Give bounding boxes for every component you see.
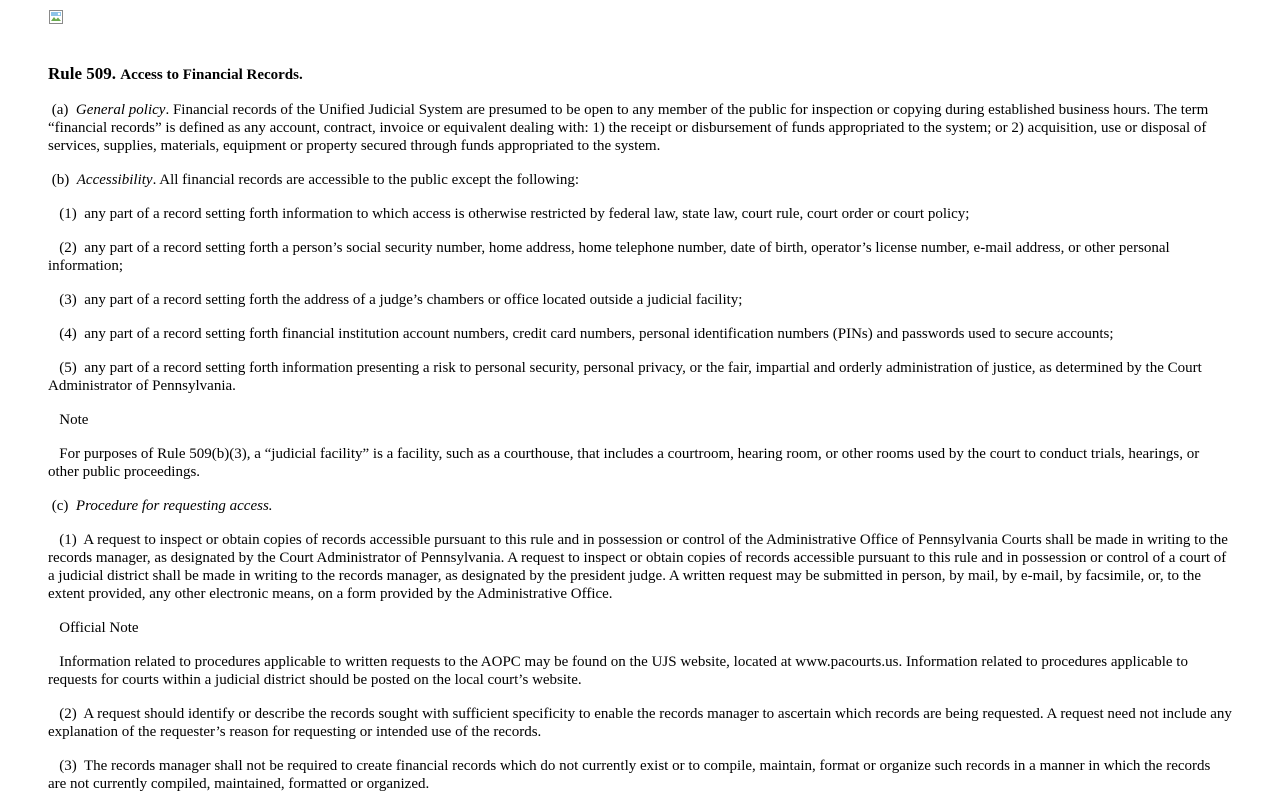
section-c-item-1: (1) A request to inspect or obtain copies of records accessible pursuant to this rule and in possession or control of the Administrative Office of Pennsylvania Courts shall be made in writing to the records manager, as designated by the Court Administrator of Pennsylvania. A request to inspect or obtain copies of records accessible pursuant to this rule and in possession or control of a court of a judicial district shall be made in writing to the records manager, as designated by the president judge. A written request may be submitted in person, by mail, by e-mail, by facsimile, or, to the extent provided, any other electronic means, on a form provided by the Administrative Office. [48,532,1232,602]
section-b-item-3: (3) any part of a record setting forth the address of a judge’s chambers or office located outside a judicial facility; [48,292,743,308]
section-a-label: (a) [48,102,76,118]
section-c-item-3: (3) The records manager shall not be required to create financial records which do not currently exist or to compile, maintain, format or organize such records in a manner in which the records are not currently compiled, maintained, formatted or organized. [48,758,1215,792]
note-heading: Note [48,412,89,428]
section-a [48,101,1232,155]
official-note-text: Information related to procedures applicable to written requests to the AOPC may be found on the UJS website, located at www.pacourts.us. Information related to procedures applicable to requests for courts within a judicial district should be posted on the local court’s website. [48,654,1192,688]
section-b-heading: Accessibility [76,172,153,188]
document-content [48,64,1236,800]
note-text: For purposes of Rule 509(b)(3), a “judicial facility” is a facility, such as a courthouse, that includes a courtroom, hearing room, or other rooms used by the court to conduct trials, hearings, or other public proceedings. [48,446,1203,480]
section-c-label: (c) [48,498,76,514]
section-c-item-2: (2) A request should identify or describe the records sought with sufficient specificity to enable the records manager to ascertain which records are being requested. A request need not include any explanation of the requester’s reason for requesting or intended use of the records. [48,706,1236,740]
rule-name: Access to Financial Records. [120,67,303,83]
section-b-text: . All financial records are accessible to the public except the following: [152,172,580,188]
section-c-heading: Procedure for requesting access [75,498,269,514]
section-b-item-5: (5) any part of a record setting forth information presenting a risk to personal security, personal privacy, or the fair, impartial and orderly administration of justice, as determined by the Court Administrator of Pennsylvania. [48,360,1205,394]
page-title [48,64,1232,85]
section-a-heading: General policy [75,102,166,118]
section-c [48,497,1232,515]
section-b-label: (b) [48,172,77,188]
section-b-item-4: (4) any part of a record setting forth financial institution account numbers, credit card numbers, personal identification numbers (PINs) and passwords used to secure accounts; [48,326,1114,342]
section-b-item-1: (1) any part of a record setting forth information to which access is otherwise restricted by federal law, state law, court rule, court order or court policy; [48,206,970,222]
section-a-text: . Financial records of the Unified Judicial System are presumed to be open to any member of the public for inspection or copying during established business hours. The term “financial records” is defined as any account, contract, invoice or equivalent dealing with: 1) the receipt or disbursement of funds appropriated to the system; or 2) acquisition, use or disposal of services, supplies, materials, equipment or property secured through funds appropriated to the system. [48,102,1209,154]
section-b [48,171,1232,189]
broken-image-icon [48,9,64,25]
section-c-heading-end: . [268,498,273,514]
section-b-item-2: (2) any part of a record setting forth a person’s social security number, home address, home telephone number, date of birth, operator’s license number, e-mail address, or other personal information; [48,240,1174,274]
official-note-heading: Official Note [48,620,139,636]
rule-number: Rule 509. [48,64,116,83]
